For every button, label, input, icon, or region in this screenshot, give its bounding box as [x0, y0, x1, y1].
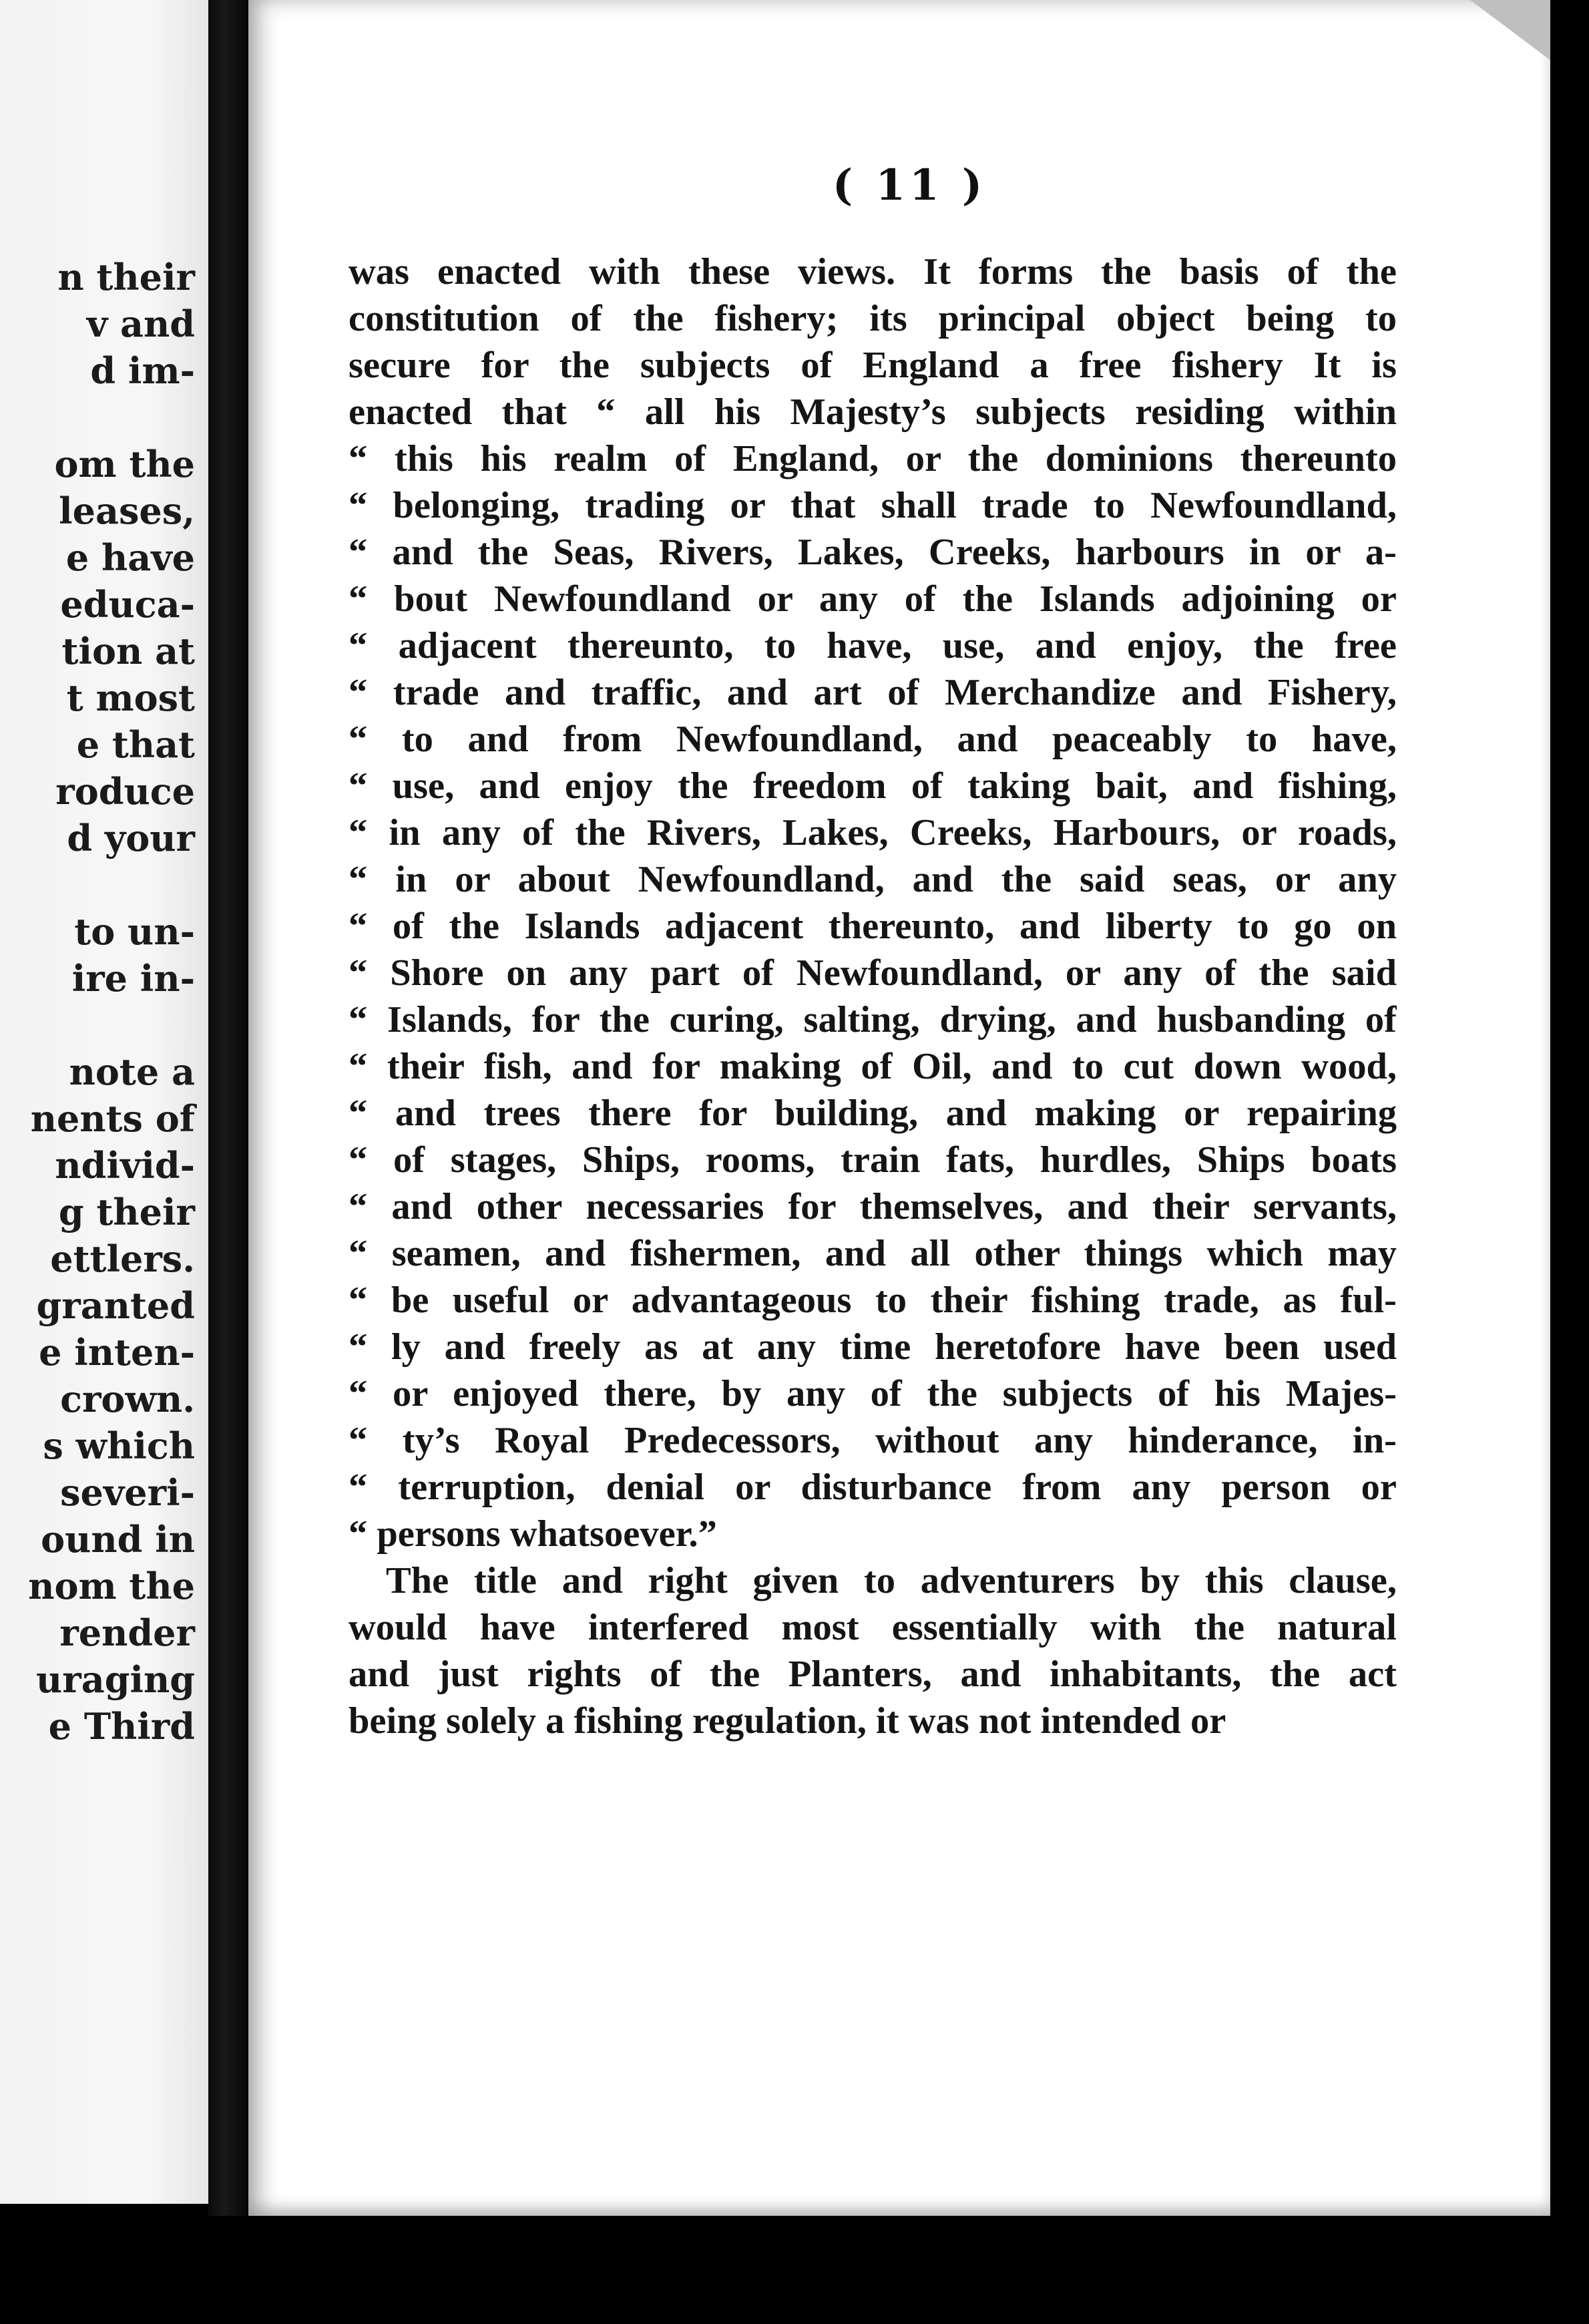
body-line: was enacted with these views. It forms the basis of the	[349, 251, 1397, 293]
left-page-line: render	[59, 1611, 195, 1654]
body-line: “ Islands, for the curing, salting, drying, and husbanding of	[349, 999, 1397, 1040]
body-line: secure for the subjects of England a free fishery It is	[349, 345, 1397, 386]
body-line: “ of stages, Ships, rooms, train fats, hurdles, Ships boats	[349, 1139, 1397, 1181]
body-line: “ trade and traffic, and art of Merchandize and Fishery,	[349, 672, 1397, 713]
left-page-line: ndivid-	[55, 1144, 195, 1187]
body-line: “ in any of the Rivers, Lakes, Creeks, Harbours, or roads,	[349, 812, 1397, 853]
left-page-line: roduce	[55, 770, 195, 813]
left-page-line: ound in	[41, 1518, 195, 1561]
book-gutter	[208, 0, 248, 2324]
scan-background	[0, 2216, 1589, 2324]
left-page-line: uraging	[36, 1658, 195, 1701]
left-page-line: severi-	[60, 1471, 195, 1514]
body-line: “ belonging, trading or that shall trade to Newfoundland,	[349, 485, 1397, 526]
left-page-line: e that	[76, 723, 195, 766]
left-page-line	[28, 1002, 195, 1048]
left-page-line: note a	[69, 1050, 195, 1093]
left-page-line: e Third	[48, 1705, 195, 1748]
body-line: “ terruption, denial or disturbance from any person or	[349, 1467, 1397, 1508]
left-page-line: granted	[36, 1284, 195, 1327]
left-page-text-column	[28, 254, 195, 1750]
body-line: “ and trees there for building, and making or repairing	[349, 1093, 1397, 1134]
left-page-line: t most	[66, 676, 195, 719]
left-page-line	[28, 861, 195, 908]
body-line: “ or enjoyed there, by any of the subjects of his Majes-	[349, 1373, 1397, 1414]
page-number: ( 11 )	[832, 160, 987, 210]
body-line: “ ty’s Royal Predecessors, without any hinderance, in-	[349, 1420, 1397, 1461]
left-page-line: to un-	[74, 910, 195, 953]
left-page-line: nom the	[28, 1565, 195, 1607]
left-page-line: ettlers.	[50, 1237, 195, 1280]
left-page-line: n their	[57, 256, 195, 299]
body-line: “ Shore on any part of Newfoundland, or any of the said	[349, 952, 1397, 994]
left-page-line: d im-	[90, 349, 195, 392]
left-page-line: g their	[58, 1191, 195, 1233]
body-line: “ adjacent thereunto, to have, use, and enjoy, the free	[349, 625, 1397, 666]
body-line: being solely a fishing regulation, it was not intended or	[349, 1700, 1226, 1742]
left-page-line: ire in-	[71, 957, 195, 1000]
body-line: “ and the Seas, Rivers, Lakes, Creeks, harbours in or a-	[349, 532, 1397, 573]
body-line: The title and right given to adventurers by this clause,	[386, 1560, 1397, 1601]
body-line: “ seamen, and fishermen, and all other things which may	[349, 1233, 1397, 1274]
body-line: “ persons whatsoever.”	[349, 1513, 717, 1555]
left-page-line: nents of	[30, 1097, 195, 1140]
body-line: “ of the Islands adjacent thereunto, and liberty to go on	[349, 906, 1397, 947]
left-page-line	[28, 394, 195, 441]
left-page-line: om the	[54, 443, 195, 486]
right-page	[248, 0, 1550, 2216]
left-page-line: s which	[43, 1424, 195, 1467]
left-page-line: tion at	[61, 630, 195, 672]
left-page-line: e inten-	[39, 1331, 195, 1374]
body-line: “ in or about Newfoundland, and the said seas, or any	[349, 859, 1397, 900]
folded-page-corner	[1470, 0, 1550, 60]
left-page-line: educa-	[60, 583, 195, 626]
left-page-line: leases,	[59, 490, 195, 532]
left-page-line: crown.	[60, 1378, 195, 1420]
left-page-line: d your	[67, 817, 195, 859]
body-line: “ bout Newfoundland or any of the Islands adjoining or	[349, 578, 1397, 620]
body-line: constitution of the fishery; its principal object being to	[349, 298, 1397, 339]
body-line: would have interfered most essentially with the natural	[349, 1607, 1397, 1648]
left-page-line: e have	[65, 536, 195, 579]
body-line: “ ly and freely as at any time heretofore have been used	[349, 1326, 1397, 1368]
left-page-line: v and	[86, 303, 195, 345]
body-line: “ this his realm of England, or the dominions thereunto	[349, 438, 1397, 479]
body-line: and just rights of the Planters, and inhabitants, the act	[349, 1654, 1397, 1695]
body-line: “ use, and enjoy the freedom of taking bait, and fishing,	[349, 765, 1397, 807]
left-page-fragment	[0, 0, 208, 2204]
body-text	[349, 248, 1397, 1744]
body-line: “ their fish, and for making of Oil, and to cut down wood,	[349, 1046, 1397, 1087]
body-line: “ be useful or advantageous to their fishing trade, as ful-	[349, 1280, 1397, 1321]
body-line: “ to and from Newfoundland, and peaceably to have,	[349, 719, 1397, 760]
body-line: enacted that “ all his Majesty’s subjects residing within	[349, 391, 1397, 433]
body-line: “ and other necessaries for themselves, and their servants,	[349, 1186, 1397, 1227]
